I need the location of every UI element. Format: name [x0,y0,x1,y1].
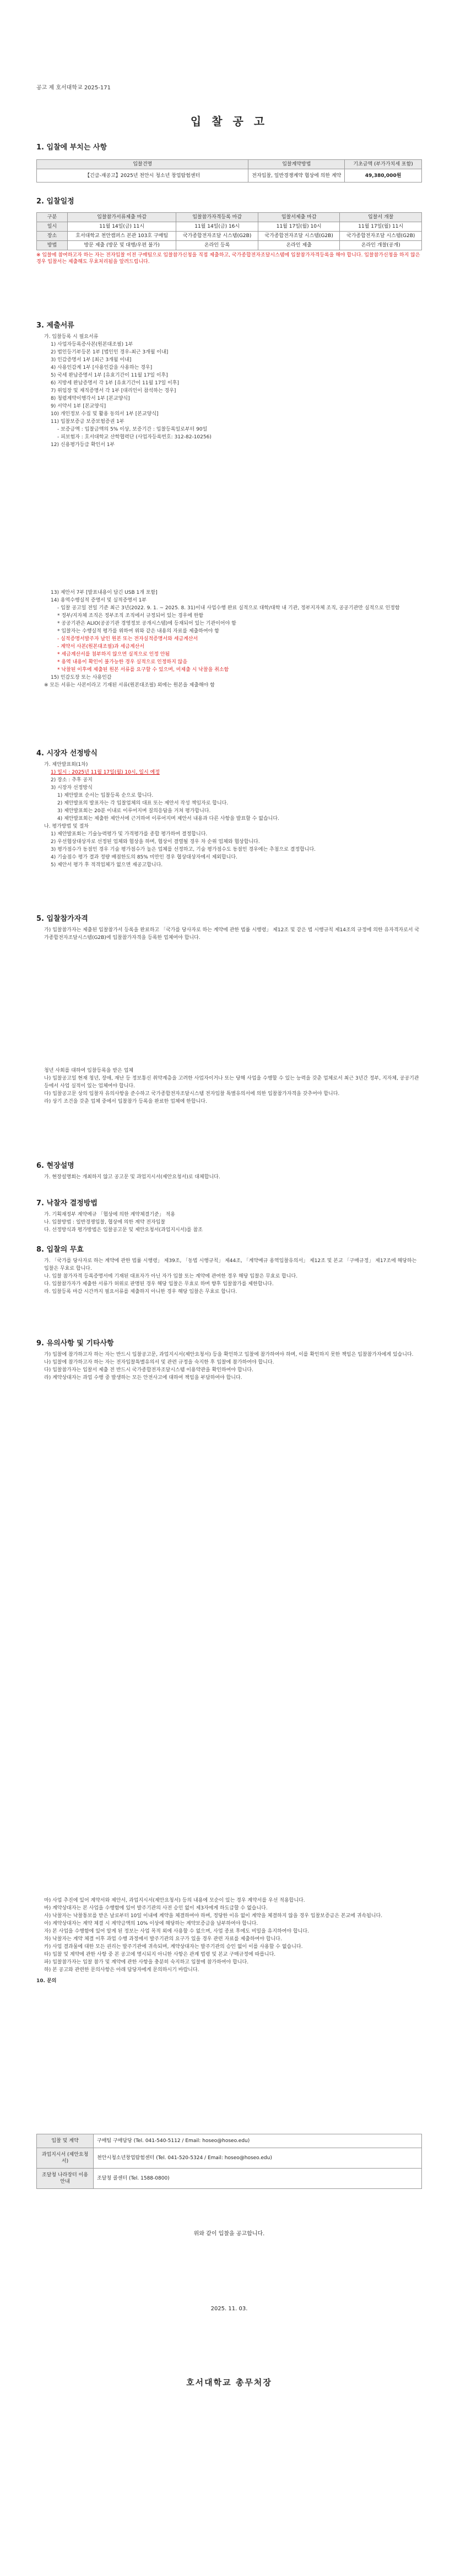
list-item: 나. 입찰 참가자격 등록증명서에 기재된 대표자가 아닌 자가 입찰 또는 계약에 관여한 경우 해당 입찰은 무효로 합니다. [44,1274,298,1279]
table-cell: 11월 17일(월) 11시 [340,222,422,232]
table-header: 입찰서제출 마감 [258,213,340,222]
date-highlight: 1) 일시 : 2025년 11월 17일(월) 10시, 일시 예정 [51,770,160,775]
list-item: 9) 서약서 1부 [본교양식] [51,404,106,409]
table-cell: 구매팀 구매담당 (Tel. 041-540-5112 / Email: hoseo@hoseo.edu) [94,2134,422,2148]
section-5 [36,915,422,942]
table-header: 입찰서 개찰 [340,213,422,222]
list-item: 3) 평가점수가 동점인 경우 기술 평가점수가 높은 업체를 선정하고, 기술 평가점수도 동점인 경우에는 추첨으로 결정합니다. [51,847,316,852]
page-title: 입 찰 공 고 [190,115,268,128]
subheading: 가. 입찰등록 시 필요서류 [44,334,99,340]
table-header: 입찰건명 [37,160,248,169]
list-item: 마) 사업 추진에 있어 계약서와 제안서, 과업지시서(제안요청서) 등의 내용에 모순이 있는 경우 계약서를 우선 적용합니다. [44,1898,305,1903]
table-cell: 호서대학교 천안캠퍼스 본관 103호 구매팀 [67,232,176,241]
section-2 [36,195,422,265]
list-item: 라) 상기 조건을 갖춘 업체 중에서 입찰참가 등록을 완료한 업체에 한합니다. [44,1099,207,1104]
section-9-heading: 9. 유의사항 및 기타사항 [36,1339,114,1348]
footnote: ※ 모든 서류는 사본이라고 기재된 서류(원본대조필) 외에는 원본을 제출해야 함 [44,683,215,688]
list-item: 14) 용역수행실적 증명서 및 실적증명서 1부 [51,598,147,603]
table-header: 입찰계약방법 [248,160,345,169]
table-cell: 온라인 개찰(공개) [340,241,422,250]
section-8 [36,1246,422,1296]
list-item: 자) 본 사업을 수행함에 있어 알게 된 정보는 사업 목적 외에 사용할 수 없으며, 사업 종료 후에도 비밀을 유지하여야 합니다. [44,1929,309,1934]
table-row [37,2134,422,2148]
list-item: 가) 입찰에 참가하고자 하는 자는 반드시 입찰공고문, 과업지시서(제안요청서) 등을 확인하고 입찰에 참가하여야 하며, 이를 확인하지 못한 책임은 입찰참가자에게 있습니다. [44,1352,414,1357]
section-7 [36,1200,422,1234]
list-item: 10) 개인정보 수집 및 활용 동의서 1부 [본교양식] [51,411,159,417]
list-item: 라) 계약상대자는 과업 수행 중 발생하는 모든 안전사고에 대하여 책임을 부담하여야 합니다. [44,1375,242,1381]
subheading: 가. 제안발표회(1차) [44,762,88,768]
list-subitem: * 세금계산서를 첨부하지 않으면 실적으로 인정 안됨 [57,652,170,657]
list-item: 타) 입찰 및 계약에 관한 사항 중 본 공고에 명시되지 아니한 사항은 관계 법령 및 본교 구매규정에 따릅니다. [44,1952,276,1957]
table-cell: 국가종합전자조달 시스템(G2B) [340,232,422,241]
list-item: 4) 사용인감계 1부 [사용인감을 사용하는 경우] [51,365,153,371]
table-cell: 장소 [37,232,68,241]
list-item: 차) 낙찰자는 계약 체결 이후 과업 수행 과정에서 발주기관의 요구가 있을 경우 관련 자료를 제출하여야 합니다. [44,1936,282,1942]
list-item: 나) 입찰공고일 현재 청년, 장애, 재난 등 정보통신 취약계층을 고려한 사업자이거나 또는 당해 사업을 수행할 수 있는 능력을 갖춘 업체로서 최근 3년간 정부, 지자체, 공공기관 등에서 사업 실적이 있는 업체여야 합니다. [44,1076,419,1089]
list-subitem: 4) 제안발표회는 제출한 제안서에 근거하여 이루어지며 제안서 내용과 다른 사항을 발표할 수 없습니다. [57,816,279,822]
table-cell: 과업지시서 (제안요청서) [37,2148,94,2169]
list-item: 13) 제안서 7부 [발표내용이 담긴 USB 1개 포함] [51,590,158,595]
list-item: 12) 신용평가등급 확인서 1부 [51,442,115,448]
list-item: 가. 현장설명회는 개최하지 않고 공고문 및 과업지시서(제안요청서)로 대체합니다. [44,1174,220,1180]
section-1-heading: 1. 입찰에 부치는 사항 [36,143,107,152]
list-item: 다) 입찰참가자는 입찰서 제출 전 반드시 국가종합전자조달시스템 이용약관을 확인하여야 합니다. [44,1367,253,1373]
section-7-heading: 7. 낙찰자 결정방법 [36,1199,98,1208]
table-cell: 조달청 콜센터 (Tel. 1588-0800) [94,2169,422,2189]
contact-table [36,2134,422,2189]
section-3 [36,322,422,449]
list-item: 7) 위임장 및 재직증명서 각 1부 [대리인이 참석하는 경우] [51,388,176,394]
list-item: 가) 입찰참가자는 제출된 입찰참가서 등록을 완료하고 「국가를 당사자로 하는 계약에 관한 법률 시행령」 제12조 및 같은 법 시행규칙 제14조의 규정에 의한 유자격자로서 국가종합전자조달시스템(G2B)에 입찰참가자격을 등록한 업체여야 합니다. [44,927,420,941]
table-header: 입찰참가자격등록 마감 [176,213,258,222]
section-4 [36,750,422,869]
list-item [36,769,422,776]
list-item: 2) 장소 : 추후 공지 [51,777,93,783]
list-subitem: * 낙찰된 이후에 제출된 원본 서류를 요구할 수 있으며, 미제출 시 낙찰을 취소함 [57,667,229,673]
list-item: 다. 선정방식과 평가방법은 입찰공고문 및 제안요청서(과업지시서)를 참조 [44,1227,203,1233]
subheading: 나. 평가방법 및 절차 [44,824,89,829]
table-cell: 11월 17일(월) 10시 [258,222,340,232]
schedule-note: ※ 입찰에 참여하고자 하는 자는 전자입찰 이전 구매팀으로 입찰참가신청을 직접 제출하고, 국가종합전자조달시스템에 입찰참가자격등록을 해야 합니다. 입찰참가신청을 하지 않은 경우 입찰서는 제출해도 무효처리됨을 알려드립니다. [36,253,420,265]
list-subitem: 3) 제안발표회는 20분 이내로 이루어지며 질의응답을 거쳐 평가합니다. [57,808,211,814]
table-cell: 【긴급-재공고】2025년 천안시 청소년 창업탐험센터 [37,169,248,183]
table-cell: 온라인 등록 [176,241,258,250]
list-item: 바) 계약상대자는 본 사업을 수행함에 있어 발주기관의 사전 승인 없이 제3자에게 하도급할 수 없습니다. [44,1906,268,1911]
schedule-table [36,212,422,250]
list-subitem: - 실적증명서발주자 날인 원본 또는 전자실적증명서와 세금계산서 [57,636,198,642]
list-item: 라. 입찰등록 마감 시간까지 필요서류를 제출하지 아니한 경우 해당 입찰은 무효로 합니다. [44,1289,237,1295]
list-subitem: - 입찰 공고일 전일 기준 최근 3년(2022. 9. 1. ~ 2025. 8. 31)이내 사업수행 완료 실적으로 대학/대학 내 기관, 정부지자체 조직, 공공기관만 실적으로 인정함 [57,605,400,611]
list-item: 4) 기술점수 평가 결과 정량 배점한도의 85% 미만인 경우 협상대상자에서 제외합니다. [51,855,237,860]
list-item: 15) 인감도장 또는 사용인감 [51,675,112,680]
list-item: 아) 계약상대자는 계약 체결 시 계약금액의 10% 이상에 해당하는 계약보증금을 납부하여야 합니다. [44,1921,258,1926]
list-subitem: * 정부/지자체 조직은 정부조직 조직에서 규정되어 있는 경우에 한함 [57,613,204,619]
table-cell: 11월 14일(금) 16시 [176,222,258,232]
table-row [37,2148,422,2169]
table-cell: 방문 제출 (방문 및 대행/우편 불가) [67,241,176,250]
table-cell: 조달청 나라장터 이용안내 [37,2169,94,2189]
section-5-heading: 5. 입찰참가자격 [36,915,88,923]
list-subitem: - 보증금액 : 입찰금액의 5% 이상, 보증기간 : 입찰등록일로부터 90일 [57,427,208,432]
list-item: 2) 법인등기부등본 1부 [법인인 경우-최근 3개월 이내] [51,350,169,355]
list-item: 11) 입찰보증금 보증보험증권 1부 [51,419,124,425]
list-item: 1) 사업자등록증사본(원본대조필) 1부 [51,342,133,347]
bid-summary-table [36,159,422,183]
list-subitem: - 피보험자 : 호서대학교 산학협력단 (사업자등록번호: 312-82-10256) [57,434,212,440]
section-6 [36,1162,422,1181]
section-4-heading: 4. 시장자 선정방식 [36,749,98,758]
table-cell: 온라인 제출 [258,241,340,250]
list-item: 나. 입찰방법 : 일반경쟁입찰, 협상에 의한 계약 전자입찰 [44,1220,166,1225]
list-item: 파) 입찰참가자는 입찰 참가 및 계약에 관한 사항을 충분히 숙지하고 입찰에 참가하여야 합니다. [44,1960,249,1965]
section-9-continued [36,1897,422,1985]
list-item: 카) 사업 결과물에 대한 모든 권리는 발주기관에 귀속되며, 계약상대자는 발주기관의 승인 없이 이를 사용할 수 없습니다. [44,1944,303,1950]
table-cell: 49,380,000원 [345,169,422,183]
table-header: 구분 [37,213,68,222]
list-subitem: * 입찰자는 수행실적 평가를 위하여 위와 같은 내용의 자료를 제출하여야 함 [57,629,219,634]
list-item: 2) 우선협상대상자로 선정된 업체와 협상을 하며, 협상이 결렬될 경우 차 순위 업체와 협상합니다. [51,839,260,845]
list-item: 3) 인감증명서 1부 [최근 3개월 이내] [51,357,132,363]
table-row [37,2169,422,2189]
table-cell: 11월 14일(금) 11시 [67,222,176,232]
list-item: 청년 사회를 대하여 입찰등록을 받은 업체 [44,1068,134,1074]
table-cell: 일시 [37,222,68,232]
section-6-heading: 6. 현장설명 [36,1162,74,1170]
closing-statement: 위와 같이 입찰을 공고합니다. [193,2231,265,2237]
list-item: 다) 입찰공고문 상의 입찰자 유의사항을 준수하고 국가종합전자조달시스템 전자입찰 특별유의서에 의한 입찰참가자격을 갖추어야 합니다. [44,1091,340,1097]
list-item: 다. 입찰참가자가 제출한 서류가 허위로 판명된 경우 해당 입찰은 무효로 하며 향후 입찰참가를 제한합니다. [44,1281,274,1287]
table-cell: 천안시청소년창업탐험센터 (Tel. 041-520-5324 / Email: hoseo@hoseo.edu) [94,2148,422,2169]
list-item: 가. 기획재정부 계약예규 「협상에 의한 계약체결기준」 적용 [44,1212,175,1217]
list-item: 가. 「국가를 당사자로 하는 계약에 관한 법률 시행령」 제39조, 「동법 시행규칙」 제44조, 「계약예규 용역입찰유의서」 제12조 및 본교 「구매규정」 제17조에 해당하는 입찰은 무효로 합니다. [44,1258,417,1271]
contact-section [36,2134,422,2189]
list-subitem: 1) 제안발표 순서는 입찰등록 순으로 합니다. [57,793,154,798]
list-subitem: 2) 제안발표의 발표자는 각 입찰업체의 대표 또는 제안서 작성 책임자로 합니다. [57,801,229,806]
list-item: 1) 제안발표회는 기술능력평가 및 가격평가를 종합 평가하여 결정합니다. [51,831,208,837]
list-item: 5) 국세 완납증명서 1부 [유효기간이 11월 17일 이후] [51,373,168,378]
list-subitem: * 용역 내용이 확인이 불가능한 경우 실적으로 인정하지 않음 [57,659,188,665]
table-cell: 국가종합전자조달 시스템(G2B) [258,232,340,241]
list-subitem: - 계약서 사본(원본대조필)과 세금계산서 [57,644,144,650]
notice-number: 공고 제 호서대학교 2025-171 [36,85,111,91]
table-cell: 국가종합전자조달 시스템(G2B) [176,232,258,241]
list-item: 6) 지방세 완납증명서 각 1부 [유효기간이 11월 17일 이후] [51,380,179,386]
table-header: 기초금액 (부가가치세 포함) [345,160,422,169]
table-header: 입찰참가서류제출 마감 [67,213,176,222]
list-item: 3) 시장자 선정방식 [51,785,93,791]
table-cell: 입찰 및 계약 [37,2134,94,2148]
list-item: 사) 낙찰자는 낙찰통보를 받은 날로부터 10일 이내에 계약을 체결하여야 하며, 정당한 이유 없이 계약을 체결하지 않을 경우 입찰보증금은 본교에 귀속됩니다. [44,1913,383,1919]
section-5-continued [36,1067,422,1105]
list-subitem: * 공공기관은 ALIO(공공기관 경영정보 공개시스템)에 등재되어 있는 기관이어야 함 [57,621,236,626]
section-1 [36,141,422,183]
list-item: 5) 제안서 평가 후 적격업체가 없으면 재공고합니다. [51,862,163,868]
table-cell: 방법 [37,241,68,250]
list-item: 8) 청렴계약이행각서 1부 [본교양식] [51,396,130,401]
list-item: 나) 입찰에 참가하고자 하는 자는 전자입찰특별유의서 및 관련 규정을 숙지한 후 입찰에 참가하여야 합니다. [44,1360,274,1365]
contact-heading: 10. 문의 [36,1978,57,1984]
section-2-heading: 2. 입찰일정 [36,197,74,206]
section-3-heading: 3. 제출서류 [36,321,74,330]
section-8-heading: 8. 입찰의 무효 [36,1246,84,1254]
section-3-continued [36,589,422,689]
section-9 [36,1340,422,1382]
table-cell: 전자입찰, 일반경쟁계약 협상에 의한 계약 [248,169,345,183]
notice-date: 2025. 11. 03. [210,2306,248,2312]
issuing-organization: 호서대학교 총무처장 [186,2378,272,2387]
list-item: 하) 본 공고와 관련한 문의사항은 아래 담당자에게 문의하시기 바랍니다. [44,1967,199,1973]
